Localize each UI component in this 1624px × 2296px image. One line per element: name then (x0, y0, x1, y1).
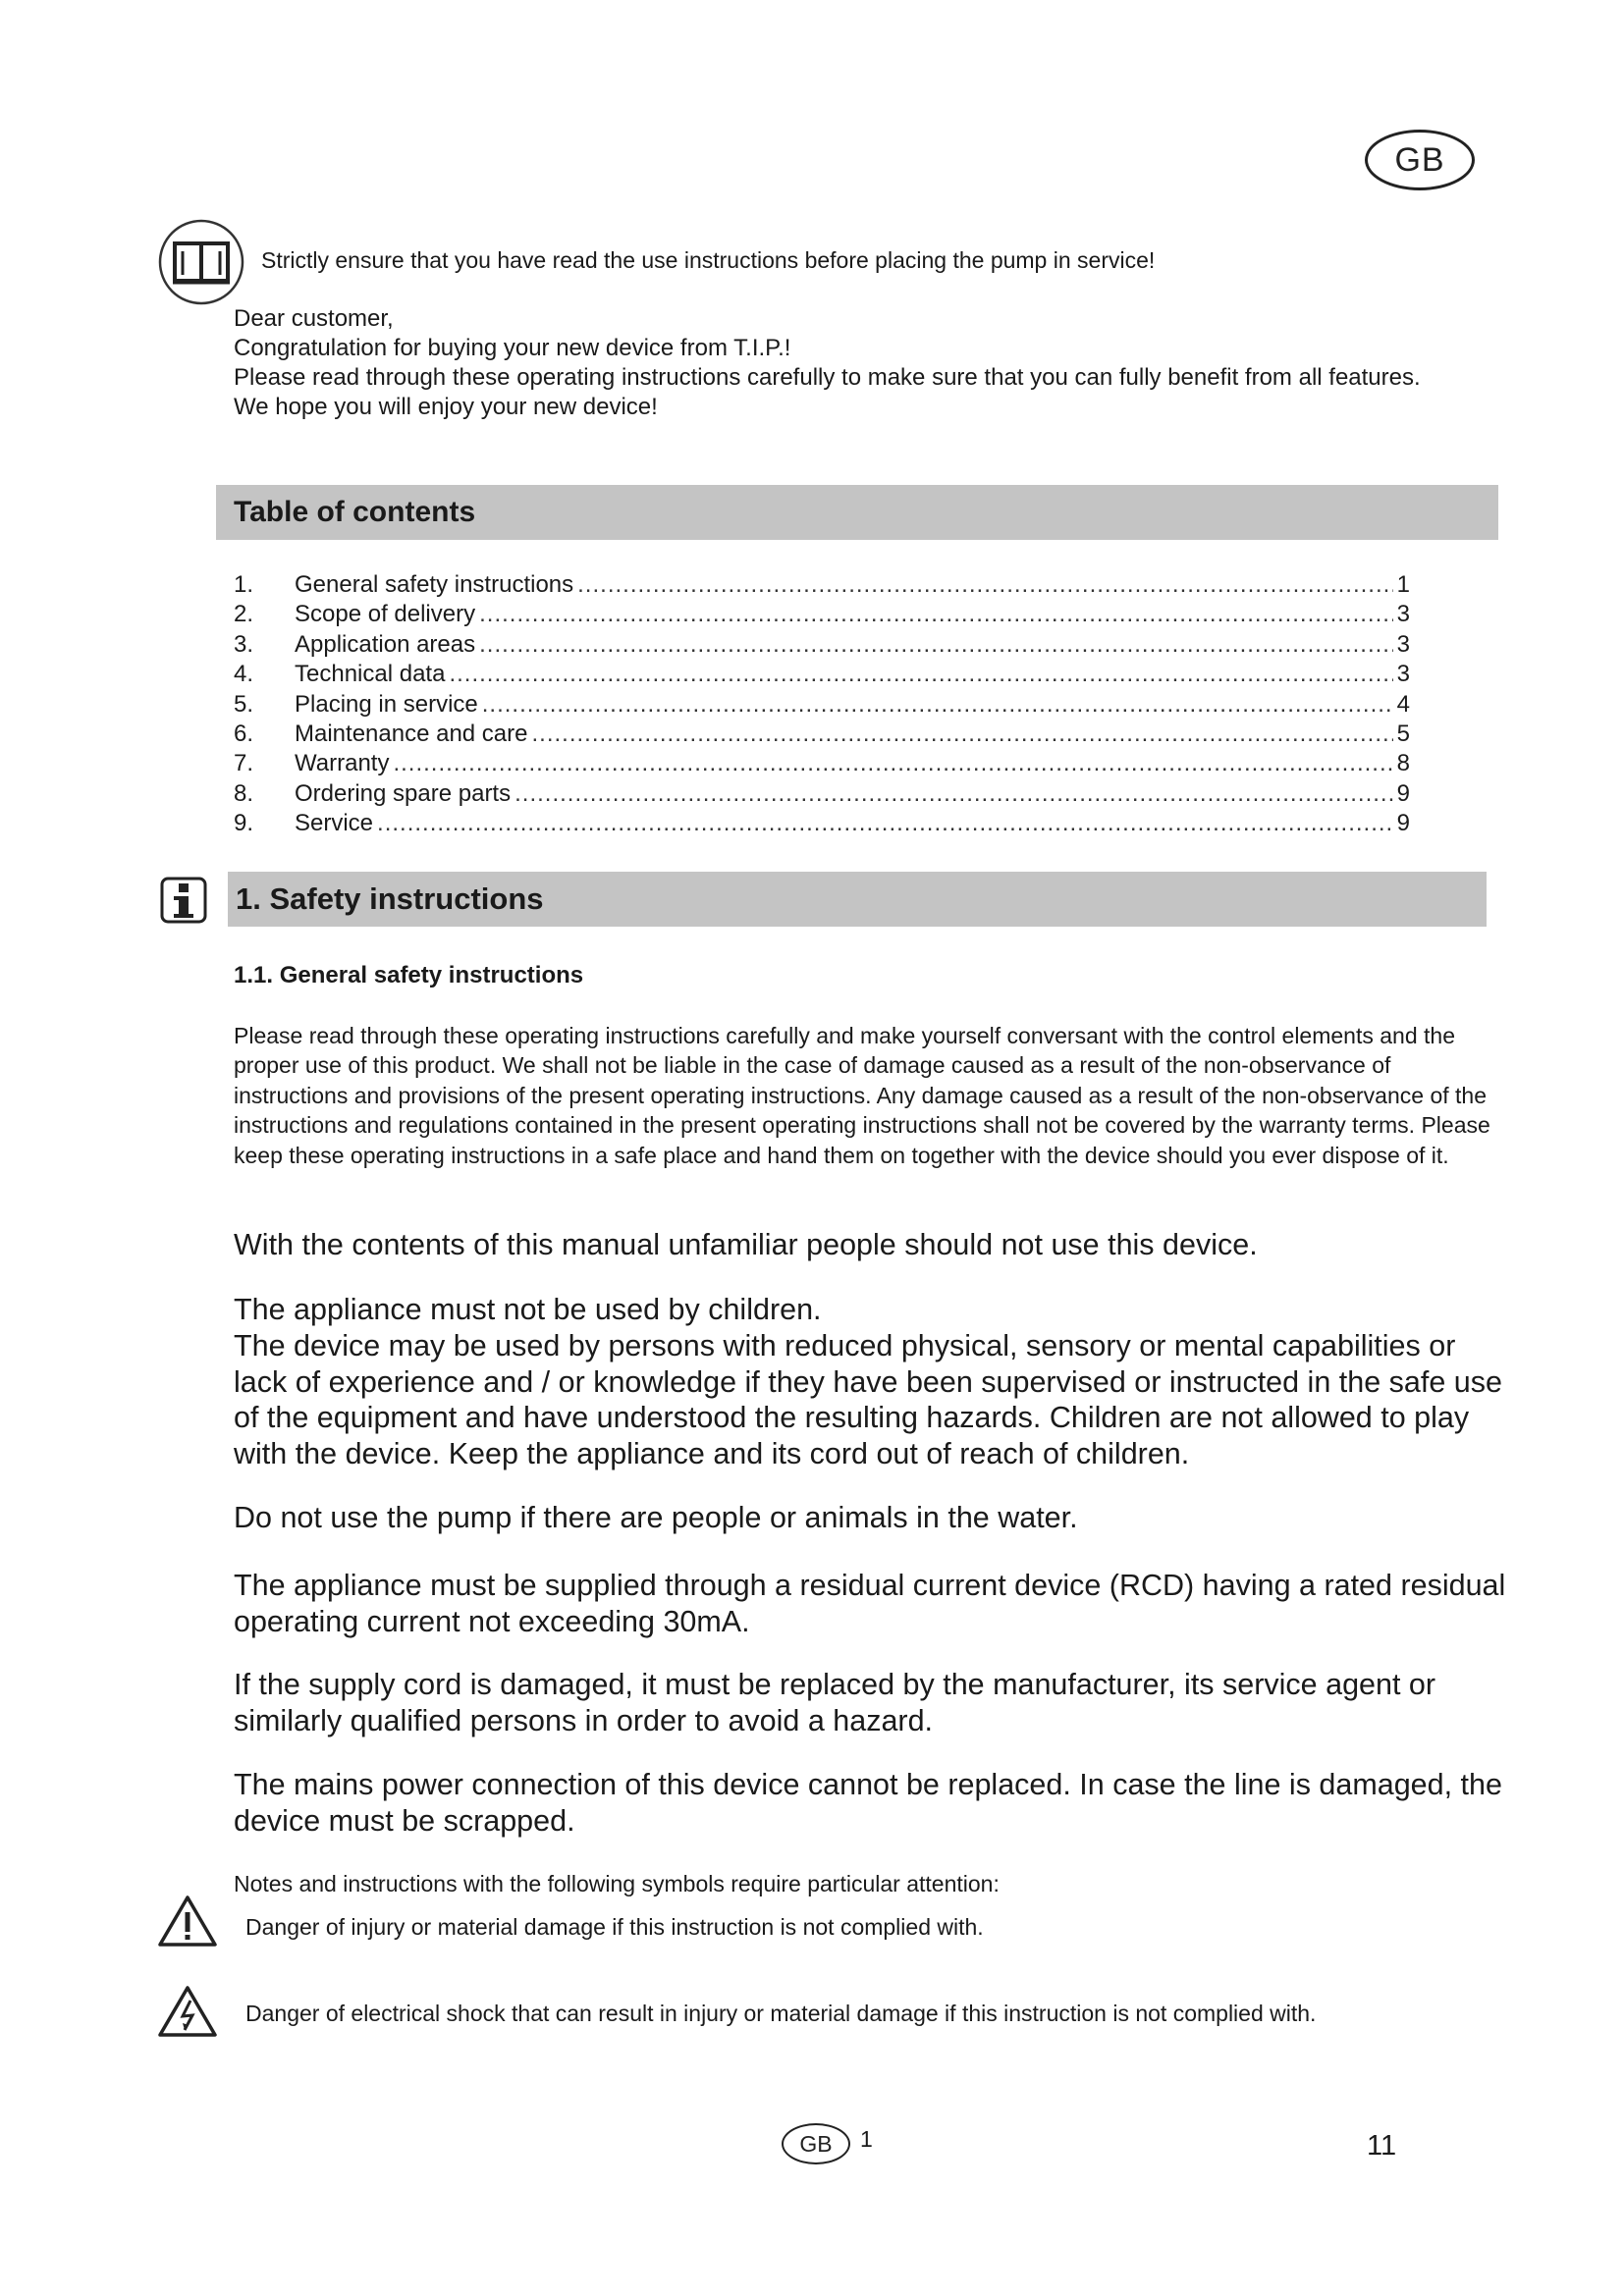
toc-entry-title: Technical data (295, 661, 446, 688)
toc-entry-number: 8. (234, 779, 254, 807)
toc-leader-dots (532, 721, 1393, 748)
general-safety-subheading: 1.1. General safety instructions (234, 962, 584, 988)
toc-entry-number: 4. (234, 661, 254, 688)
toc-entry-number: 6. (234, 720, 254, 747)
intro-line: We hope you will enjoy your new device! (234, 394, 658, 420)
warning-triangle-icon (157, 1895, 218, 1948)
toc-entry-number: 1. (234, 571, 254, 598)
toc-entry-title: Service (295, 810, 374, 837)
toc-entry[interactable] (234, 601, 1410, 630)
toc-leader-dots (482, 691, 1393, 719)
toc-entry-title: General safety instructions (295, 571, 574, 598)
toc-entry-number: 5. (234, 690, 254, 718)
toc-heading: Table of contents (216, 485, 1498, 540)
symbols-notes-intro: Notes and instructions with the following symbols require particular attention: (234, 1871, 1000, 1896)
toc-leader-dots (479, 601, 1393, 628)
read-instructions-notice: Strictly ensure that you have read the use instructions before placing the pump in service! (261, 247, 1156, 273)
toc-entry[interactable] (234, 691, 1410, 721)
toc-entry-page: 3 (1396, 601, 1410, 628)
toc-entry[interactable] (234, 780, 1410, 810)
toc-entry-number: 9. (234, 810, 254, 837)
toc-leader-dots (514, 780, 1393, 808)
people-in-water-paragraph: Do not use the pump if there are people or animals in the water. (234, 1501, 1078, 1534)
toc-entry[interactable] (234, 721, 1410, 750)
toc-leader-dots (449, 661, 1392, 688)
toc-entry-number: 7. (234, 750, 254, 777)
toc-entry[interactable] (234, 631, 1410, 661)
intro-text (234, 304, 1510, 422)
toc-entry-page: 4 (1396, 690, 1410, 718)
section-page-number: 1 (860, 2126, 873, 2152)
book-icon (157, 218, 245, 306)
unfamiliar-people-paragraph: With the contents of this manual unfamiliar people should not use this device. (234, 1228, 1258, 1261)
toc-entry-page: 1 (1396, 571, 1410, 598)
intro-line: Please read through these operating instructions carefully to make sure that you can fully benefit from all features. (234, 364, 1421, 391)
toc-leader-dots (393, 750, 1392, 777)
toc-entry-page: 9 (1396, 779, 1410, 807)
toc-entry-title: Warranty (295, 750, 390, 777)
toc-entry-title: Placing in service (295, 690, 478, 718)
page-number: 11 (1367, 2130, 1397, 2162)
toc-leader-dots (479, 631, 1393, 659)
footer-country-badge: GB (782, 2123, 850, 2164)
electric-shock-warning-text: Danger of electrical shock that can result in injury or material damage if this instruction is not complied with. (245, 2001, 1317, 2026)
info-icon (159, 876, 208, 925)
mains-connection-paragraph: The mains power connection of this device cannot be replaced. In case the line is damaged, the device must be scrapped. (234, 1768, 1502, 1838)
toc-entry-page: 3 (1396, 661, 1410, 688)
country-badge-gb: GB (1365, 130, 1475, 190)
safety-section-heading: 1. Safety instructions (228, 872, 1487, 927)
toc-entry[interactable] (234, 810, 1410, 839)
supply-cord-paragraph: If the supply cord is damaged, it must be replaced by the manufacturer, its service agent or similarly qualified persons in order to avoid a hazard. (234, 1668, 1436, 1737)
toc-entry-title: Ordering spare parts (295, 779, 512, 807)
toc-entry-number: 2. (234, 601, 254, 628)
toc-entry-page: 3 (1396, 630, 1410, 658)
safety-intro-paragraph: Please read through these operating instructions carefully and make yourself conversant with the control elements and the proper use of this product. We shall not be liable in the case of damage caused as a result of the non-observance of instructions and provisions of the present operating instructions. Any damage caused as a result of the non-observance of the instructions and regulations contained in the present operating instructions shall not be covered by the warranty terms. Please keep these operating instructions in a safe place and hand them on together with the device should you ever dispose of it. (234, 1023, 1490, 1168)
toc-entry-title: Application areas (295, 630, 476, 658)
toc-entry-title: Maintenance and care (295, 720, 528, 747)
toc-entry-page: 9 (1396, 810, 1410, 837)
children-paragraph-title: The appliance must not be used by children. (234, 1293, 822, 1326)
toc-entry[interactable] (234, 661, 1410, 690)
children-paragraph: The device may be used by persons with reduced physical, sensory or mental capabilities or lack of experience and / or knowledge if they have been supervised or instructed in the safe use of the equipment and have understood the resulting hazards. Children are not allowed to play with the device. Keep the appliance and its cord out of reach of children. (234, 1329, 1502, 1470)
toc-entry-number: 3. (234, 630, 254, 658)
toc-entry-page: 5 (1396, 720, 1410, 747)
toc-entry[interactable] (234, 571, 1410, 601)
toc-entry[interactable] (234, 750, 1410, 779)
electric-shock-warning-icon (157, 1985, 218, 2038)
toc-entry-title: Scope of delivery (295, 601, 476, 628)
toc-leader-dots (577, 571, 1393, 599)
toc-leader-dots (377, 810, 1393, 837)
intro-line: Dear customer, (234, 305, 394, 332)
injury-warning-text: Danger of injury or material damage if this instruction is not complied with. (245, 1914, 984, 1940)
table-of-contents (234, 571, 1410, 840)
toc-entry-page: 8 (1396, 750, 1410, 777)
rcd-paragraph: The appliance must be supplied through a residual current device (RCD) having a rated residual operating current not exceeding 30mA. (234, 1569, 1506, 1638)
intro-line: Congratulation for buying your new device from T.I.P.! (234, 335, 791, 361)
